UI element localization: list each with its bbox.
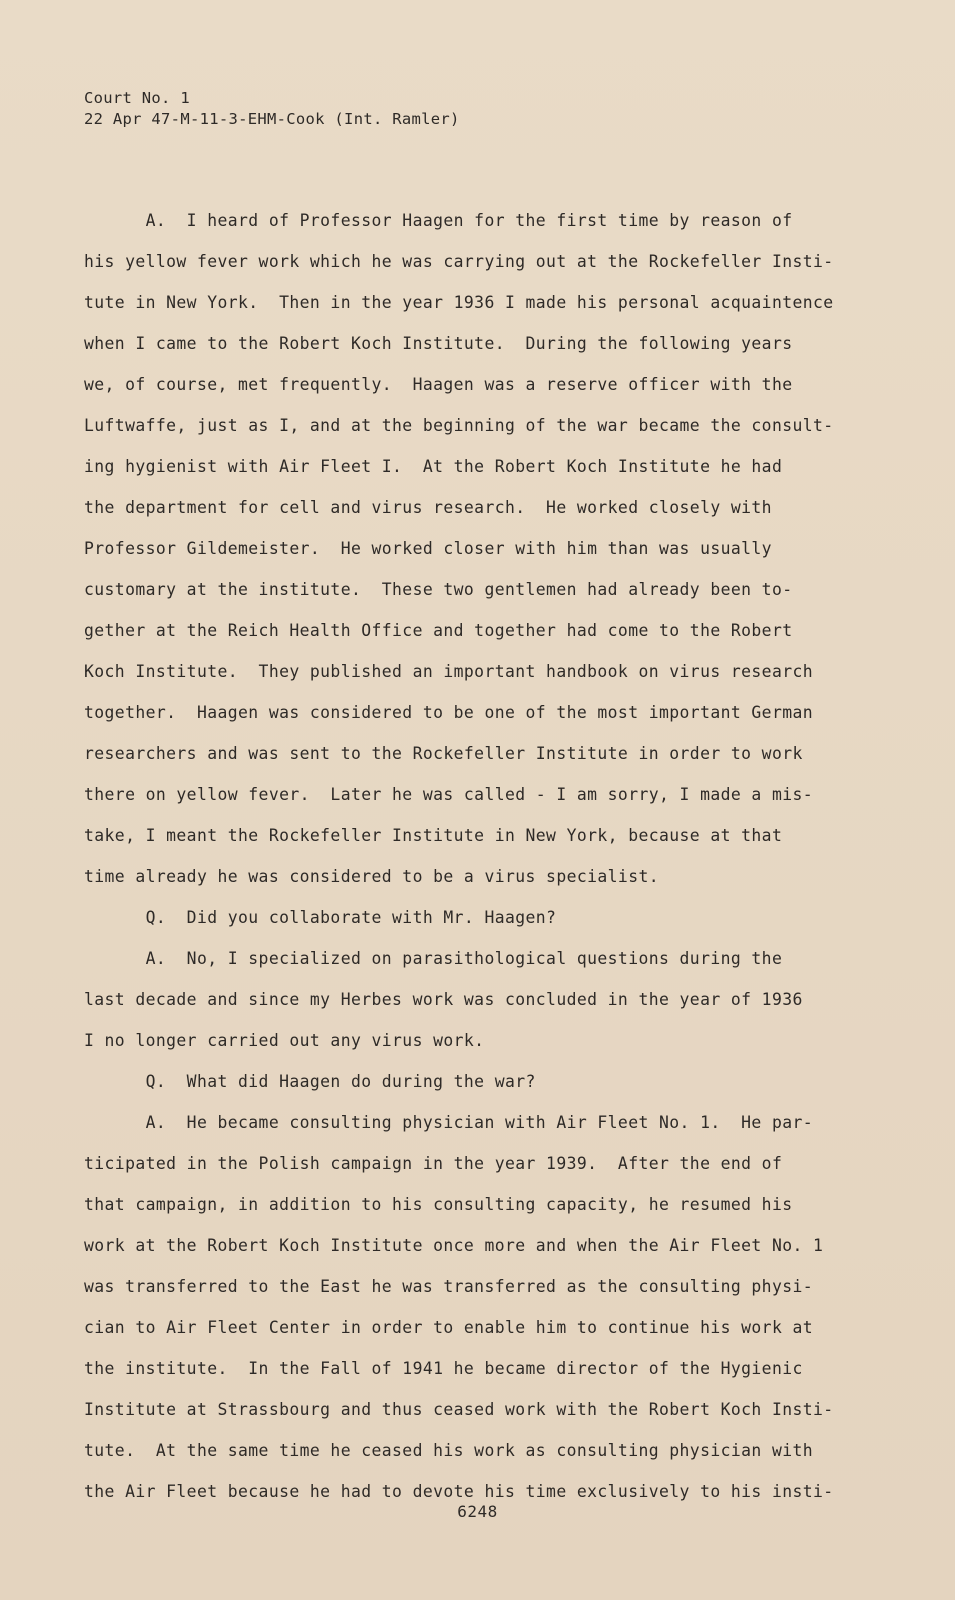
transcript-line: cian to Air Fleet Center in order to enable him to continue his work at — [84, 1318, 814, 1337]
transcript-line: together. Haagen was considered to be one of the most important German — [84, 703, 814, 722]
transcript-line: that campaign, in addition to his consulting capacity, he resumed his — [84, 1195, 793, 1214]
transcript-line: ticipated in the Polish campaign in the year 1939. After the end of — [84, 1154, 783, 1173]
transcript-line: customary at the institute. These two gentlemen had already been to- — [84, 580, 793, 599]
transcript-line: was transferred to the East he was transferred as the consulting physi- — [84, 1277, 814, 1296]
transcript-line: the department for cell and virus research. He worked closely with — [84, 498, 772, 517]
transcript-line: work at the Robert Koch Institute once more and when the Air Fleet No. 1 — [84, 1236, 824, 1255]
transcript-line: A. He became consulting physician with Air Fleet No. 1. He par- — [84, 1113, 814, 1132]
transcript-line: there on yellow fever. Later he was called - I am sorry, I made a mis- — [84, 785, 814, 804]
session-reference: 22 Apr 47-M-11-3-EHM-Cook (Int. Ramler) — [84, 110, 460, 128]
document-header — [84, 88, 460, 130]
transcript-line: Koch Institute. They published an important handbook on virus research — [84, 662, 814, 681]
transcript-line: we, of course, met frequently. Haagen was a reserve officer with the — [84, 375, 793, 394]
transcript-line: Q. Did you collaborate with Mr. Haagen? — [84, 908, 557, 927]
page-number: 6248 — [457, 1502, 498, 1521]
court-number: Court No. 1 — [84, 89, 190, 107]
transcript-line: ing hygienist with Air Fleet I. At the Robert Koch Institute he had — [84, 457, 783, 476]
transcript-line: the institute. In the Fall of 1941 he became director of the Hygienic — [84, 1359, 803, 1378]
transcript-line: the Air Fleet because he had to devote his time exclusively to his insti- — [84, 1482, 834, 1501]
transcript-line: A. I heard of Professor Haagen for the first time by reason of — [84, 211, 793, 230]
transcript-line: Luftwaffe, just as I, and at the beginning of the war became the consult- — [84, 416, 834, 435]
transcript-line: researchers and was sent to the Rockefeller Institute in order to work — [84, 744, 803, 763]
transcript-line: when I came to the Robert Koch Institute. During the following years — [84, 334, 793, 353]
transcript-line: Professor Gildemeister. He worked closer with him than was usually — [84, 539, 772, 558]
transcript-line: A. No, I specialized on parasithological questions during the — [84, 949, 783, 968]
transcript-line: gether at the Reich Health Office and together had come to the Robert — [84, 621, 793, 640]
transcript-line: Institute at Strassbourg and thus ceased work with the Robert Koch Insti- — [84, 1400, 834, 1419]
transcript-line: time already he was considered to be a virus specialist. — [84, 867, 660, 886]
transcript-body — [84, 206, 844, 1518]
transcript-line: tute in New York. Then in the year 1936 I made his personal acquaintence — [84, 293, 834, 312]
transcript-line: Q. What did Haagen do during the war? — [84, 1072, 536, 1091]
transcript-line: last decade and since my Herbes work was concluded in the year of 1936 — [84, 990, 803, 1009]
transcript-line: take, I meant the Rockefeller Institute in New York, because at that — [84, 826, 783, 845]
transcript-line: his yellow fever work which he was carrying out at the Rockefeller Insti- — [84, 252, 834, 271]
transcript-line: I no longer carried out any virus work. — [84, 1031, 485, 1050]
transcript-line: tute. At the same time he ceased his work as consulting physician with — [84, 1441, 814, 1460]
